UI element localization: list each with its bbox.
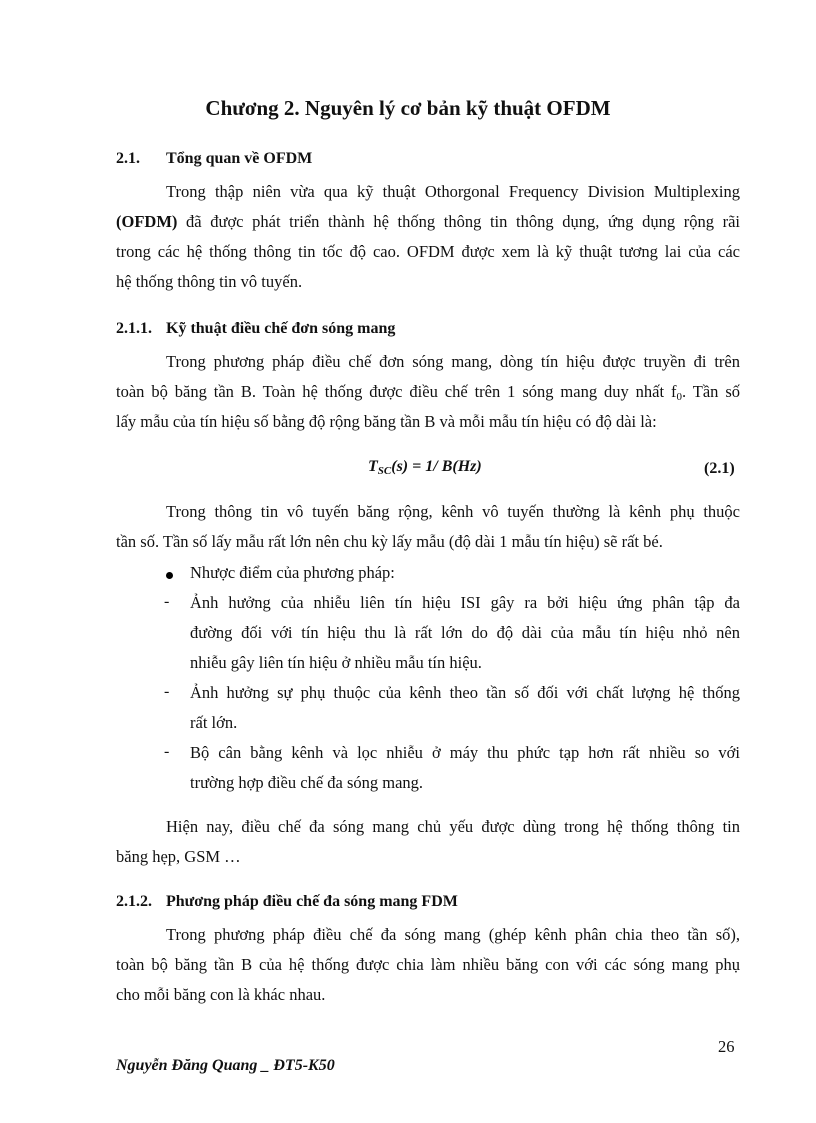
ofdm-abbrev: (OFDM) [116, 212, 178, 231]
equation-formula [368, 458, 482, 477]
equation-rest: (s) = 1/ B(Hz) [391, 458, 482, 475]
paragraph-1-line-3: trong các hệ thống thông tin tốc độ cao. OFDM được xem là kỹ thuật tương lai của các [116, 242, 740, 261]
bullet-icon [166, 572, 173, 579]
paragraph-5-line-1: Trong phương pháp điều chế đa sóng mang (ghép kênh phân chia theo tần số), [166, 925, 740, 944]
paragraph-5-line-3: cho mỗi băng con là khác nhau. [116, 985, 326, 1004]
paragraph-4-line-2: băng hẹp, GSM … [116, 847, 241, 866]
drawback-2-line-2: rất lớn. [190, 713, 238, 732]
paragraph-4-line-1: Hiện nay, điều chế đa sóng mang chủ yếu được dùng trong hệ thống thông tin [166, 817, 740, 836]
section-2-1-2-title: Phương pháp điều chế đa sóng mang FDM [166, 893, 458, 910]
dash-marker-2: - [164, 683, 170, 700]
drawback-2-line-1: Ảnh hưởng sự phụ thuộc của kênh theo tần số đối với chất lượng hệ thống [190, 683, 740, 702]
paragraph-5-line-2: toàn bộ băng tần B của hệ thống được chia làm nhiều băng con với các sóng mang phụ [116, 955, 740, 974]
equation-T: T [368, 458, 378, 475]
dash-marker-1: - [164, 593, 170, 610]
paragraph-1-line-1: Trong thập niên vừa qua kỹ thuật Othorgonal Frequency Division Multiplexing [166, 182, 740, 201]
paragraph-1-line-4: hệ thống thông tin vô tuyến. [116, 272, 303, 291]
section-2-1-1-title: Kỹ thuật điều chế đơn sóng mang [166, 320, 396, 337]
paragraph-1-line-2 [116, 212, 740, 236]
footer-author: Nguyễn Đăng Quang _ ĐT5-K50 [116, 1057, 335, 1074]
drawback-1-line-1: Ảnh hưởng của nhiễu liên tín hiệu ISI gây ra bởi hiệu ứng phân tập đa [190, 593, 740, 612]
paragraph-2-line-2-b: . Tần số [682, 382, 740, 401]
drawbacks-heading: Nhược điểm của phương pháp: [190, 563, 395, 582]
section-2-1-1-number: 2.1.1. [116, 320, 152, 337]
paragraph-2-line-2 [116, 382, 740, 406]
paragraph-3-line-1: Trong thông tin vô tuyến băng rộng, kênh vô tuyến thường là kênh phụ thuộc [166, 502, 740, 521]
paragraph-2-line-3: lấy mẫu của tín hiệu số bằng độ rộng băng tần B và mỗi mẫu tín hiệu có độ dài là: [116, 412, 657, 431]
f0-subscript: 0 [676, 391, 682, 403]
dash-marker-3: - [164, 743, 170, 760]
section-2-1-number: 2.1. [116, 150, 140, 167]
paragraph-2-line-1: Trong phương pháp điều chế đơn sóng mang, dòng tín hiệu được truyền đi trên [166, 352, 740, 371]
drawback-1-line-2: đường đối với tín hiệu thu là rất lớn do độ dài của mẫu tín hiệu nhỏ nên [190, 623, 740, 642]
section-2-1-2-number: 2.1.2. [116, 893, 152, 910]
paragraph-3-line-2: tần số. Tần số lấy mẫu rất lớn nên chu kỳ lấy mẫu (độ dài 1 mẫu tín hiệu) sẽ rất bé. [116, 532, 663, 551]
equation-number: (2.1) [704, 460, 735, 477]
drawback-3-line-1: Bộ cân bằng kênh và lọc nhiễu ở máy thu phức tạp hơn rất nhiều so với [190, 743, 740, 762]
chapter-title: Chương 2. Nguyên lý cơ bản kỹ thuật OFDM [205, 96, 611, 120]
drawback-1-line-3: nhiễu gây liên tín hiệu ở nhiều mẫu tín hiệu. [190, 653, 482, 672]
paragraph-1-line-2-rest: đã được phát triển thành hệ thống thông tin thông dụng, ứng dụng rộng rãi [177, 212, 740, 231]
page-number: 26 [718, 1037, 735, 1056]
paragraph-2-line-2-a: toàn bộ băng tần B. Toàn hệ thống được điều chế trên 1 sóng mang duy nhất f [116, 382, 677, 401]
drawback-3-line-2: trường hợp điều chế đa sóng mang. [190, 773, 424, 792]
equation-subscript: SC [377, 465, 392, 477]
section-2-1-title: Tổng quan về OFDM [166, 150, 313, 167]
